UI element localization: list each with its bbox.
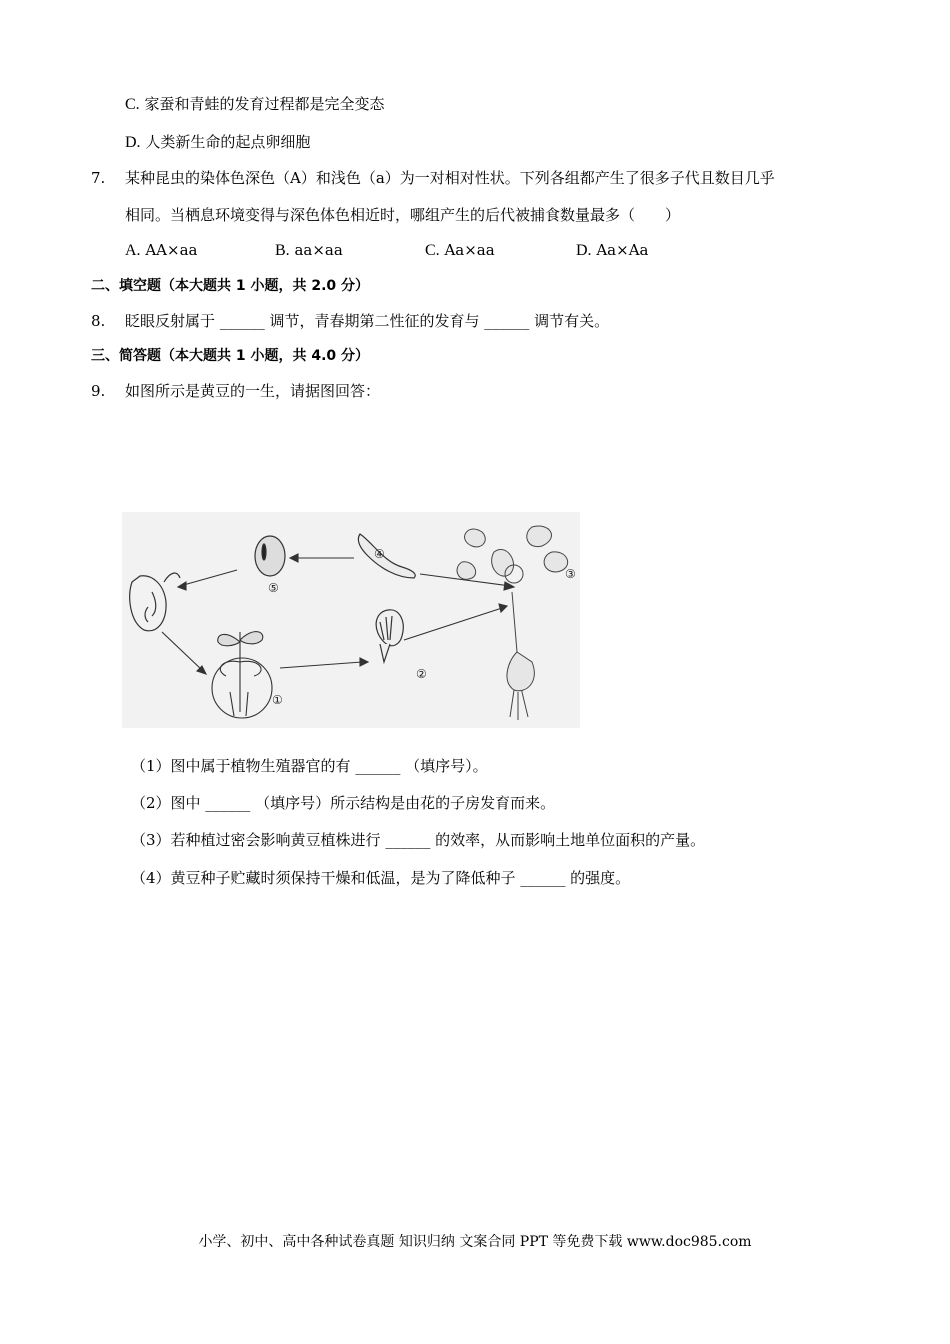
- sub-question-2: （2）图中 ______ （填序号）所示结构是由花的子房发育而来。: [131, 794, 556, 812]
- page-footer: 小学、初中、高中各种试卷真题 知识归纳 文案合同 PPT 等免费下载 www.doc985.com: [198, 1234, 752, 1250]
- pod-drawing: [358, 534, 415, 578]
- question-7-line2: 相同。当栖息环境变得与深色体色相近时，哪组产生的后代被捕食数量最多（ ）: [125, 206, 681, 224]
- soybean-life-cycle-figure: [122, 512, 580, 728]
- option-text: Aa×Aa: [596, 241, 649, 259]
- option-b: [275, 240, 343, 261]
- option-text: Aa×aa: [444, 241, 495, 259]
- option-text: 家蚕和青蛙的发育过程都是完全变态: [144, 95, 385, 113]
- option-text: AA×aa: [145, 241, 198, 259]
- seedling-drawing: [212, 632, 272, 718]
- option-letter: D.: [576, 242, 592, 259]
- question-7-line1: 某种昆虫的染体色深色（A）和浅色（a）为一对相对性状。下列各组都产生了很多子代且数目几乎: [125, 169, 775, 187]
- mature-plant-drawing: [457, 526, 568, 720]
- option-c: [425, 240, 495, 261]
- flower-drawing: [376, 610, 403, 662]
- question-number: 7.: [91, 169, 106, 187]
- sub-question-3: （3）若种植过密会影响黄豆植株进行 ______ 的效率，从而影响土地单位面积的产量。: [131, 831, 706, 849]
- option-text: aa×aa: [294, 241, 343, 259]
- question-number: 9.: [91, 382, 106, 400]
- option-d: [576, 240, 648, 261]
- figure-label-3: ③: [565, 567, 576, 581]
- option-letter: A.: [125, 242, 141, 259]
- option-text: 人类新生命的起点卵细胞: [145, 133, 311, 151]
- question-number: 8.: [91, 312, 106, 330]
- option-letter: B.: [275, 242, 290, 259]
- question-8-text: 眨眼反射属于 ______ 调节，青春期第二性征的发育与 ______ 调节有关。: [125, 312, 610, 330]
- section-heading: 三、简答题（本大题共 1 小题，共 4.0 分）: [91, 348, 370, 364]
- sub-question-4: （4）黄豆种子贮藏时须保持干燥和低温，是为了降低种子 ______ 的强度。: [131, 869, 631, 887]
- germinating-seed-drawing: [130, 573, 180, 631]
- option-c: [125, 94, 384, 115]
- option-a: [125, 240, 197, 261]
- sub-question-1: （1）图中属于植物生殖器官的有 ______ （填序号）。: [131, 757, 488, 775]
- option-d: [125, 132, 310, 153]
- figure-label-5: ⑤: [268, 581, 279, 595]
- seed-drawing: [255, 536, 285, 576]
- figure-label-2: ②: [416, 667, 427, 681]
- option-letter: C.: [125, 96, 140, 113]
- option-letter: D.: [125, 134, 141, 151]
- section-heading: 二、填空题（本大题共 1 小题，共 2.0 分）: [91, 278, 370, 294]
- option-letter: C.: [425, 242, 440, 259]
- figure-label-4: ④: [374, 547, 385, 561]
- figure-label-1: ①: [272, 693, 283, 707]
- question-9-text: 如图所示是黄豆的一生，请据图回答：: [125, 382, 381, 400]
